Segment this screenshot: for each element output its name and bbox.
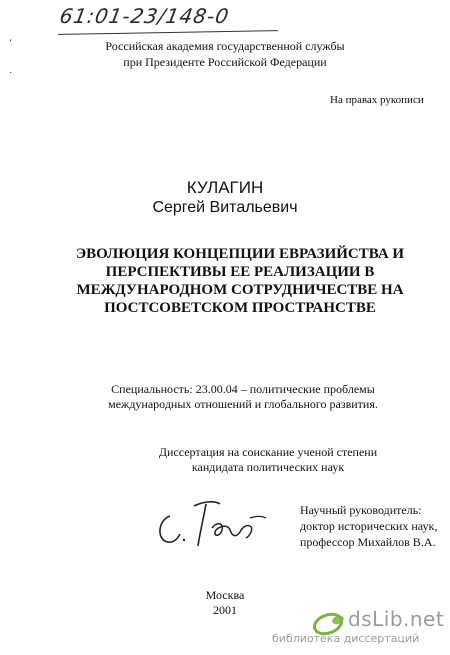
- organization: [0, 38, 450, 70]
- handwritten-code: 61:01-23/148-0: [57, 4, 232, 28]
- organization-line-1: Российская академия государственной службы: [105, 39, 345, 53]
- degree-line-1: Диссертация на соискание ученой степени: [158, 445, 378, 459]
- title-line-4: ПОСТСОВЕТСКОМ ПРОСТРАНСТВЕ: [104, 300, 376, 316]
- advisor-role: Научный руководитель:: [300, 503, 422, 517]
- advisor-degree: доктор исторических наук,: [300, 519, 438, 533]
- margin-mark: ·: [9, 68, 13, 79]
- author-last-name: КУЛАГИН: [186, 178, 264, 197]
- organization-line-2: при Президенте Российской Федерации: [123, 55, 327, 69]
- handwritten-underline: [58, 30, 278, 35]
- handwritten-signature: [150, 494, 272, 552]
- year: 2001: [213, 603, 237, 617]
- author-full-name: Сергей Витальевич: [152, 199, 298, 216]
- advisor-name: профессор Михайлов В.А.: [300, 535, 436, 549]
- title-line-1: ЭВОЛЮЦИЯ КОНЦЕПЦИИ ЕВРАЗИЙСТВА И: [75, 246, 405, 262]
- scientific-advisor: [300, 502, 437, 550]
- dissertation-title: [60, 245, 420, 317]
- specialty: [78, 382, 408, 412]
- title-line-3: МЕЖДУНАРОДНОМ СОТРУДНИЧЕСТВЕ НА: [76, 282, 404, 298]
- watermark-subtitle: библиотека диссертаций: [272, 632, 420, 645]
- specialty-line-1: Специальность: 23.00.04 – политические проблемы: [111, 382, 375, 396]
- title-line-2: ПЕРСПЕКТИВЫ ЕЕ РЕАЛИЗАЦИИ В: [105, 264, 375, 280]
- specialty-line-2: международных отношений и глобального развития.: [108, 397, 378, 411]
- dissertation-degree: [148, 445, 388, 475]
- margin-mark: ‘: [9, 38, 13, 49]
- watermark-name: dsLib.net: [348, 607, 445, 631]
- city: Москва: [205, 588, 245, 602]
- degree-line-2: кандидата политических наук: [191, 460, 345, 474]
- manuscript-note: На правах рукописи: [330, 94, 424, 106]
